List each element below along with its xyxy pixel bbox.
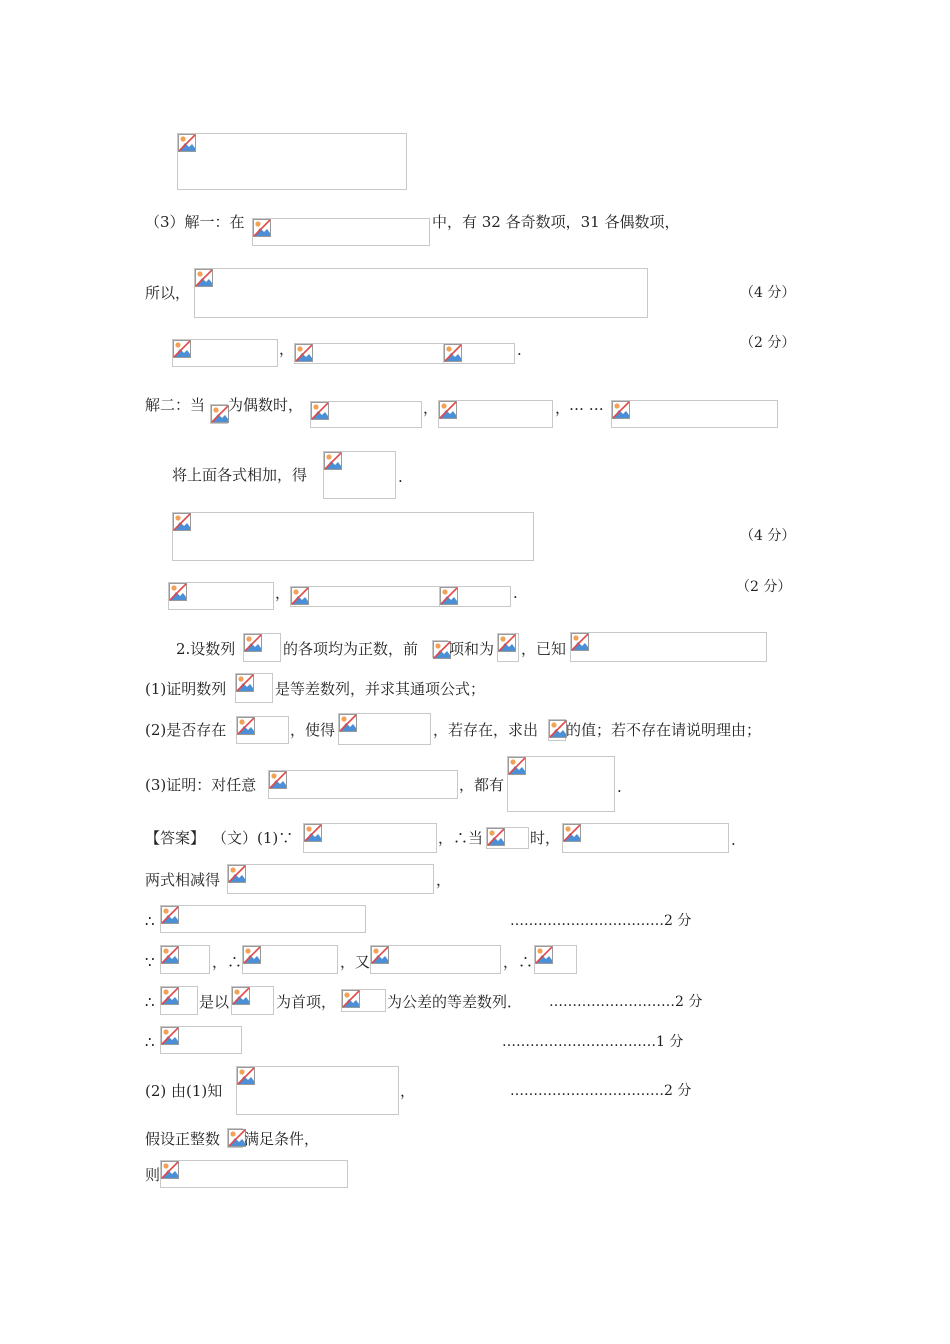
broken-image-icon [237, 1067, 255, 1085]
q2-part3: . [617, 778, 622, 796]
sol2-label: 解二：当 [145, 396, 206, 414]
score-dots: ………………………2 分 [549, 994, 703, 1010]
answer-text: 为首项， [276, 993, 337, 1011]
comma: ， [555, 399, 571, 417]
q2-stem: 项和为 [449, 640, 495, 658]
broken-image-icon [253, 219, 271, 237]
q2-part1: 是等差数列，并求其通项公式； [275, 680, 486, 698]
suoyi-text: 所以， [145, 284, 191, 302]
formula-image [294, 343, 444, 364]
formula-image [486, 827, 529, 849]
q2-part2: ，若存在，求出 [433, 721, 539, 739]
period: . [513, 584, 518, 602]
score-label: （2 分） [736, 579, 792, 595]
broken-image-icon [232, 987, 250, 1005]
period: . [398, 468, 403, 486]
formula-image [242, 945, 338, 974]
formula-image [562, 823, 729, 853]
formula-image [290, 586, 440, 607]
broken-image-icon [291, 587, 309, 605]
broken-image-icon [161, 1161, 179, 1179]
broken-image-icon [439, 401, 457, 419]
formula-image [236, 1066, 399, 1115]
score-label: （2 分） [740, 335, 796, 351]
answer-text: （文）(1)∵ [212, 829, 294, 847]
broken-image-icon [269, 771, 287, 789]
comma: ， [423, 399, 439, 417]
broken-image-icon [173, 340, 191, 358]
q2-stem: 2.设数列 [176, 640, 236, 658]
score-dots: ……………………………1 分 [502, 1034, 684, 1050]
comma: ， [279, 340, 295, 358]
broken-image-icon [549, 720, 567, 738]
broken-image-icon [228, 865, 246, 883]
add-text: 将上面各式相加，得 [172, 466, 308, 484]
formula-image [370, 945, 501, 974]
sol1-label: （3）解一：在 [145, 213, 245, 231]
score-dots: ……………………………2 分 [510, 913, 692, 929]
formula-image [338, 713, 431, 745]
period: . [731, 831, 736, 849]
formula-image [611, 400, 778, 428]
comma: ， [275, 584, 291, 602]
q2-part2: ，使得 [290, 721, 336, 739]
formula-image [160, 945, 210, 974]
broken-image-icon [243, 946, 261, 964]
answer-text: (2) 由(1)知 [145, 1082, 223, 1100]
answer-text: 满足条件， [244, 1130, 320, 1148]
broken-image-icon [195, 269, 213, 287]
broken-image-icon [161, 1027, 179, 1045]
broken-image-icon [324, 452, 342, 470]
answer-text: 假设正整数 [145, 1130, 221, 1148]
formula-image [227, 1128, 243, 1148]
formula-image [432, 640, 448, 658]
broken-image-icon [211, 405, 229, 423]
broken-image-icon [236, 674, 254, 692]
broken-image-icon [440, 587, 458, 605]
formula-image [497, 633, 519, 662]
q2-part2: 的值；若不存在请说明理由； [566, 721, 762, 739]
answer-text: 则 [145, 1166, 161, 1184]
answer-text: ，∴ [212, 953, 243, 971]
broken-image-icon [161, 946, 179, 964]
therefore-symbol: ∴ [145, 993, 155, 1011]
formula-image [323, 451, 396, 499]
q2-part3: ，都有 [459, 776, 505, 794]
comma: ， [436, 871, 452, 889]
because-symbol: ∵ [145, 953, 155, 971]
broken-image-icon [295, 344, 313, 362]
formula-image [443, 343, 515, 364]
answer-text: ，∴当 [438, 829, 484, 847]
broken-image-icon [563, 824, 581, 842]
formula-image [177, 133, 407, 190]
broken-image-icon [304, 824, 322, 842]
answer-text: 为公差的等差数列． [387, 993, 523, 1011]
answer-text: ，∴ [503, 953, 534, 971]
formula-image [507, 756, 615, 812]
formula-image [231, 986, 274, 1015]
broken-image-icon [571, 633, 589, 651]
q2-part2: (2)是否存在 [145, 721, 227, 739]
broken-image-icon [612, 401, 630, 419]
score-dots: ……………………………2 分 [510, 1083, 692, 1099]
formula-image [210, 404, 228, 424]
formula-image [235, 673, 273, 703]
formula-image [310, 401, 422, 428]
formula-image [438, 400, 553, 428]
formula-image [160, 905, 366, 933]
formula-image [303, 823, 437, 853]
broken-image-icon [508, 757, 526, 775]
q2-stem: 的各项均为正数，前 [283, 640, 419, 658]
broken-image-icon [339, 714, 357, 732]
answer-title: 【答案】 [145, 829, 206, 847]
sol2-text: 为偶数时， [228, 396, 304, 414]
broken-image-icon [173, 513, 191, 531]
sol1-text: 中，有 32 各奇数项，31 各偶数项， [432, 213, 680, 231]
formula-image [341, 989, 386, 1012]
broken-image-icon [444, 344, 462, 362]
broken-image-icon [178, 134, 196, 152]
answer-text: 两式相减得 [145, 871, 221, 889]
comma: ， [400, 1082, 416, 1100]
broken-image-icon [161, 987, 179, 1005]
formula-image [194, 268, 648, 318]
broken-image-icon [169, 583, 187, 601]
formula-image [268, 770, 458, 799]
score-label: （4 分） [740, 528, 796, 544]
q2-stem: ，已知 [521, 640, 567, 658]
broken-image-icon [371, 946, 389, 964]
formula-image [227, 864, 434, 894]
formula-image [168, 582, 274, 610]
broken-image-icon [535, 946, 553, 964]
q2-part1: (1)证明数列 [145, 680, 227, 698]
formula-image [160, 986, 198, 1015]
score-label: （4 分） [740, 285, 796, 301]
therefore-symbol: ∴ [145, 1033, 155, 1051]
broken-image-icon [311, 402, 329, 420]
formula-image [160, 1160, 348, 1188]
answer-text: 时， [530, 829, 561, 847]
broken-image-icon [498, 634, 516, 652]
formula-image [172, 512, 534, 561]
broken-image-icon [342, 990, 360, 1008]
formula-image [160, 1026, 242, 1054]
formula-image [243, 633, 281, 662]
formula-image [570, 632, 767, 662]
q2-part3: (3)证明：对任意 [145, 776, 257, 794]
broken-image-icon [244, 634, 262, 652]
broken-image-icon [161, 906, 179, 924]
formula-image [236, 716, 289, 744]
period: . [517, 341, 522, 359]
broken-image-icon [487, 828, 505, 846]
ellipsis: … … [569, 396, 604, 414]
broken-image-icon [237, 717, 255, 735]
formula-image [252, 218, 430, 246]
answer-text: 是以 [199, 993, 230, 1011]
formula-image [534, 945, 577, 974]
answer-text: ，又 [340, 953, 371, 971]
formula-image [172, 339, 278, 367]
therefore-symbol: ∴ [145, 912, 155, 930]
formula-image [439, 586, 511, 607]
formula-image [548, 719, 566, 741]
